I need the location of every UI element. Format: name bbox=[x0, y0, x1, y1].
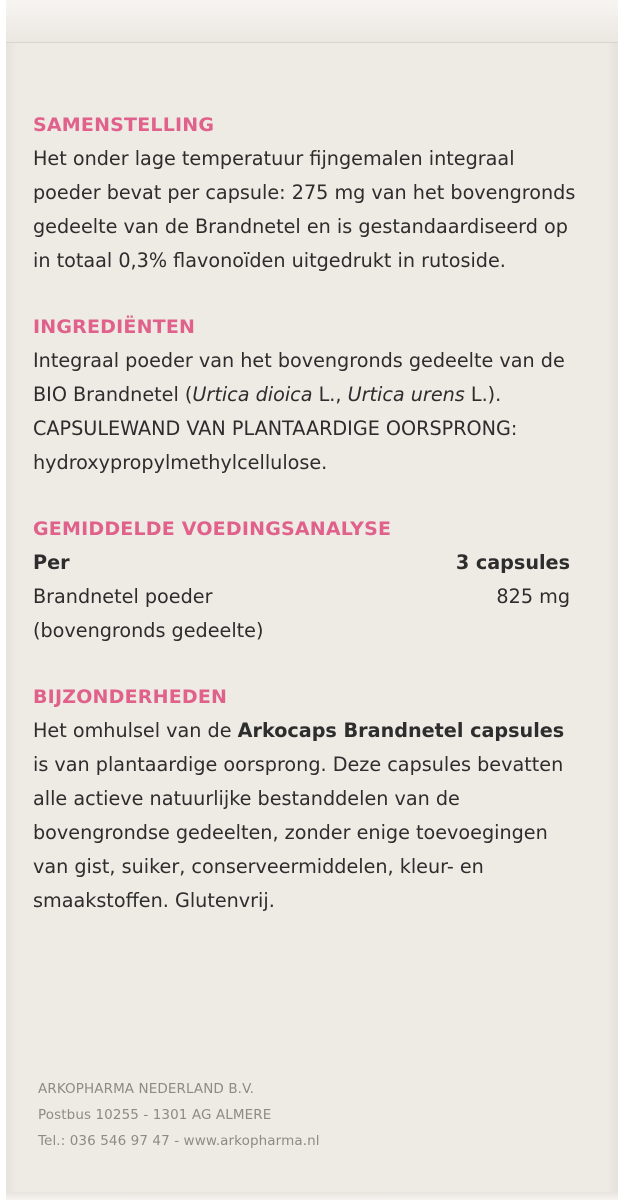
ingredients-text-part-1: Integraal poeder van het bovengronds gedeelte van de BIO Brandnetel ( bbox=[33, 349, 565, 406]
details-text-part-2: is van plantaardige oorsprong. Deze capsules bevatten alle actieve natuurlijke bestanddelen van de bovengrondse gedeelten, zonder enige toevoegingen van gist, suiker, conserveermiddelen, kleur- en smaakstoffen. Glutenvrij. bbox=[33, 753, 564, 912]
composition-text: Het onder lage temperatuur fijngemalen integraal poeder bevat per capsule: 275 mg van het bovengronds gedeelte van de Brandnetel en is gestandaardiseerd op in totaal 0,3% flavonoïden uitgedrukt in rutoside. bbox=[33, 147, 576, 272]
ingredients-heading: INGREDIËNTEN bbox=[33, 316, 196, 338]
nutrition-section bbox=[33, 512, 578, 648]
company-name: ARKOPHARMA NEDERLAND B.V. bbox=[38, 1081, 255, 1097]
composition-section bbox=[33, 108, 578, 278]
nutrition-heading: GEMIDDELDE VOEDINGSANALYSE bbox=[33, 518, 392, 540]
ingredients-section bbox=[33, 310, 578, 480]
company-address: Postbus 10255 - 1301 AG ALMERE bbox=[38, 1107, 272, 1123]
nutrition-item-row bbox=[33, 580, 578, 614]
ingredients-text-part-3: L.). CAPSULEWAND VAN PLANTAARDIGE OORSPRONG: hydroxypropylmethylcellulose. bbox=[33, 383, 518, 474]
latin-name-urens: Urtica urens bbox=[347, 383, 465, 406]
company-footer bbox=[38, 1076, 320, 1154]
details-heading: BIJZONDERHEDEN bbox=[33, 686, 228, 708]
ingredients-text bbox=[33, 344, 578, 480]
nutrition-header-dose: 3 capsules bbox=[455, 551, 570, 574]
box-bottom-edge bbox=[6, 1192, 618, 1200]
company-contact: Tel.: 036 546 97 47 - www.arkopharma.nl bbox=[38, 1133, 320, 1149]
nutrition-item-value: 825 mg bbox=[496, 585, 570, 608]
details-section bbox=[33, 680, 578, 918]
details-text-part-1: Het omhulsel van de bbox=[33, 719, 238, 742]
ingredients-text-part-2: L., bbox=[312, 383, 348, 406]
details-text bbox=[33, 714, 578, 918]
nutrition-item-note: (bovengronds gedeelte) bbox=[33, 619, 264, 642]
product-name: Arkocaps Brandnetel capsules bbox=[237, 719, 565, 742]
latin-name-dioica: Urtica dioica bbox=[192, 383, 313, 406]
nutrition-header-row bbox=[33, 546, 578, 580]
label-content bbox=[33, 108, 578, 950]
nutrition-item-name: Brandnetel poeder bbox=[33, 585, 213, 608]
box-top-flap bbox=[6, 0, 618, 43]
composition-heading: SAMENSTELLING bbox=[33, 114, 215, 136]
package-side-panel bbox=[6, 0, 618, 1200]
nutrition-note-row bbox=[33, 614, 578, 648]
nutrition-header-per: Per bbox=[33, 551, 70, 574]
